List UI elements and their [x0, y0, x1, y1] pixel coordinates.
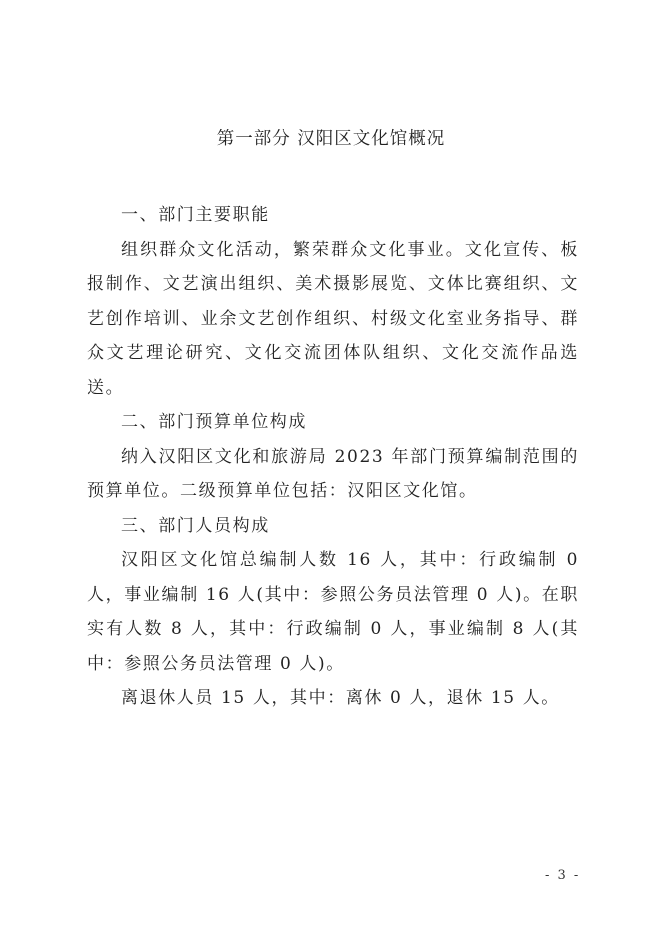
- paragraph-functions: 组织群众文化活动，繁荣群众文化事业。文化宣传、板报制作、文艺演出组织、美术摄影展览、文体比赛组织、文艺创作培训、业余文艺创作组织、村级文化室业务指导、群众文艺理论研究、文化交流团体队组织、文化交流作品选送。: [87, 239, 579, 398]
- paragraph-budget-units: 纳入汉阳区文化和旅游局 2023 年部门预算编制范围的预算单位。二级预算单位包括：汉阳区文化馆。: [87, 446, 579, 501]
- paragraph-retirees: 离退休人员 15 人，其中：离休 0 人，退休 15 人。: [121, 688, 560, 708]
- section-heading-staff: 三、部门人员构成: [121, 515, 270, 536]
- page-number: - 3 -: [545, 868, 581, 883]
- document-body: [87, 198, 579, 716]
- page-title: 第一部分 汉阳区文化馆概况: [216, 129, 446, 149]
- section-heading-functions: 一、部门主要职能: [121, 205, 270, 225]
- paragraph-staff: 汉阳区文化馆总编制人数 16 人，其中：行政编制 0 人，事业编制 16 人(其中：参照公务员法管理 0 人)。在职实有人数 8 人，其中：行政编制 0 人，事业编制 8 人(其中：参照公务员法管理 0 人)。: [87, 550, 579, 674]
- section-heading-budget-units: 二、部门预算单位构成: [121, 412, 307, 432]
